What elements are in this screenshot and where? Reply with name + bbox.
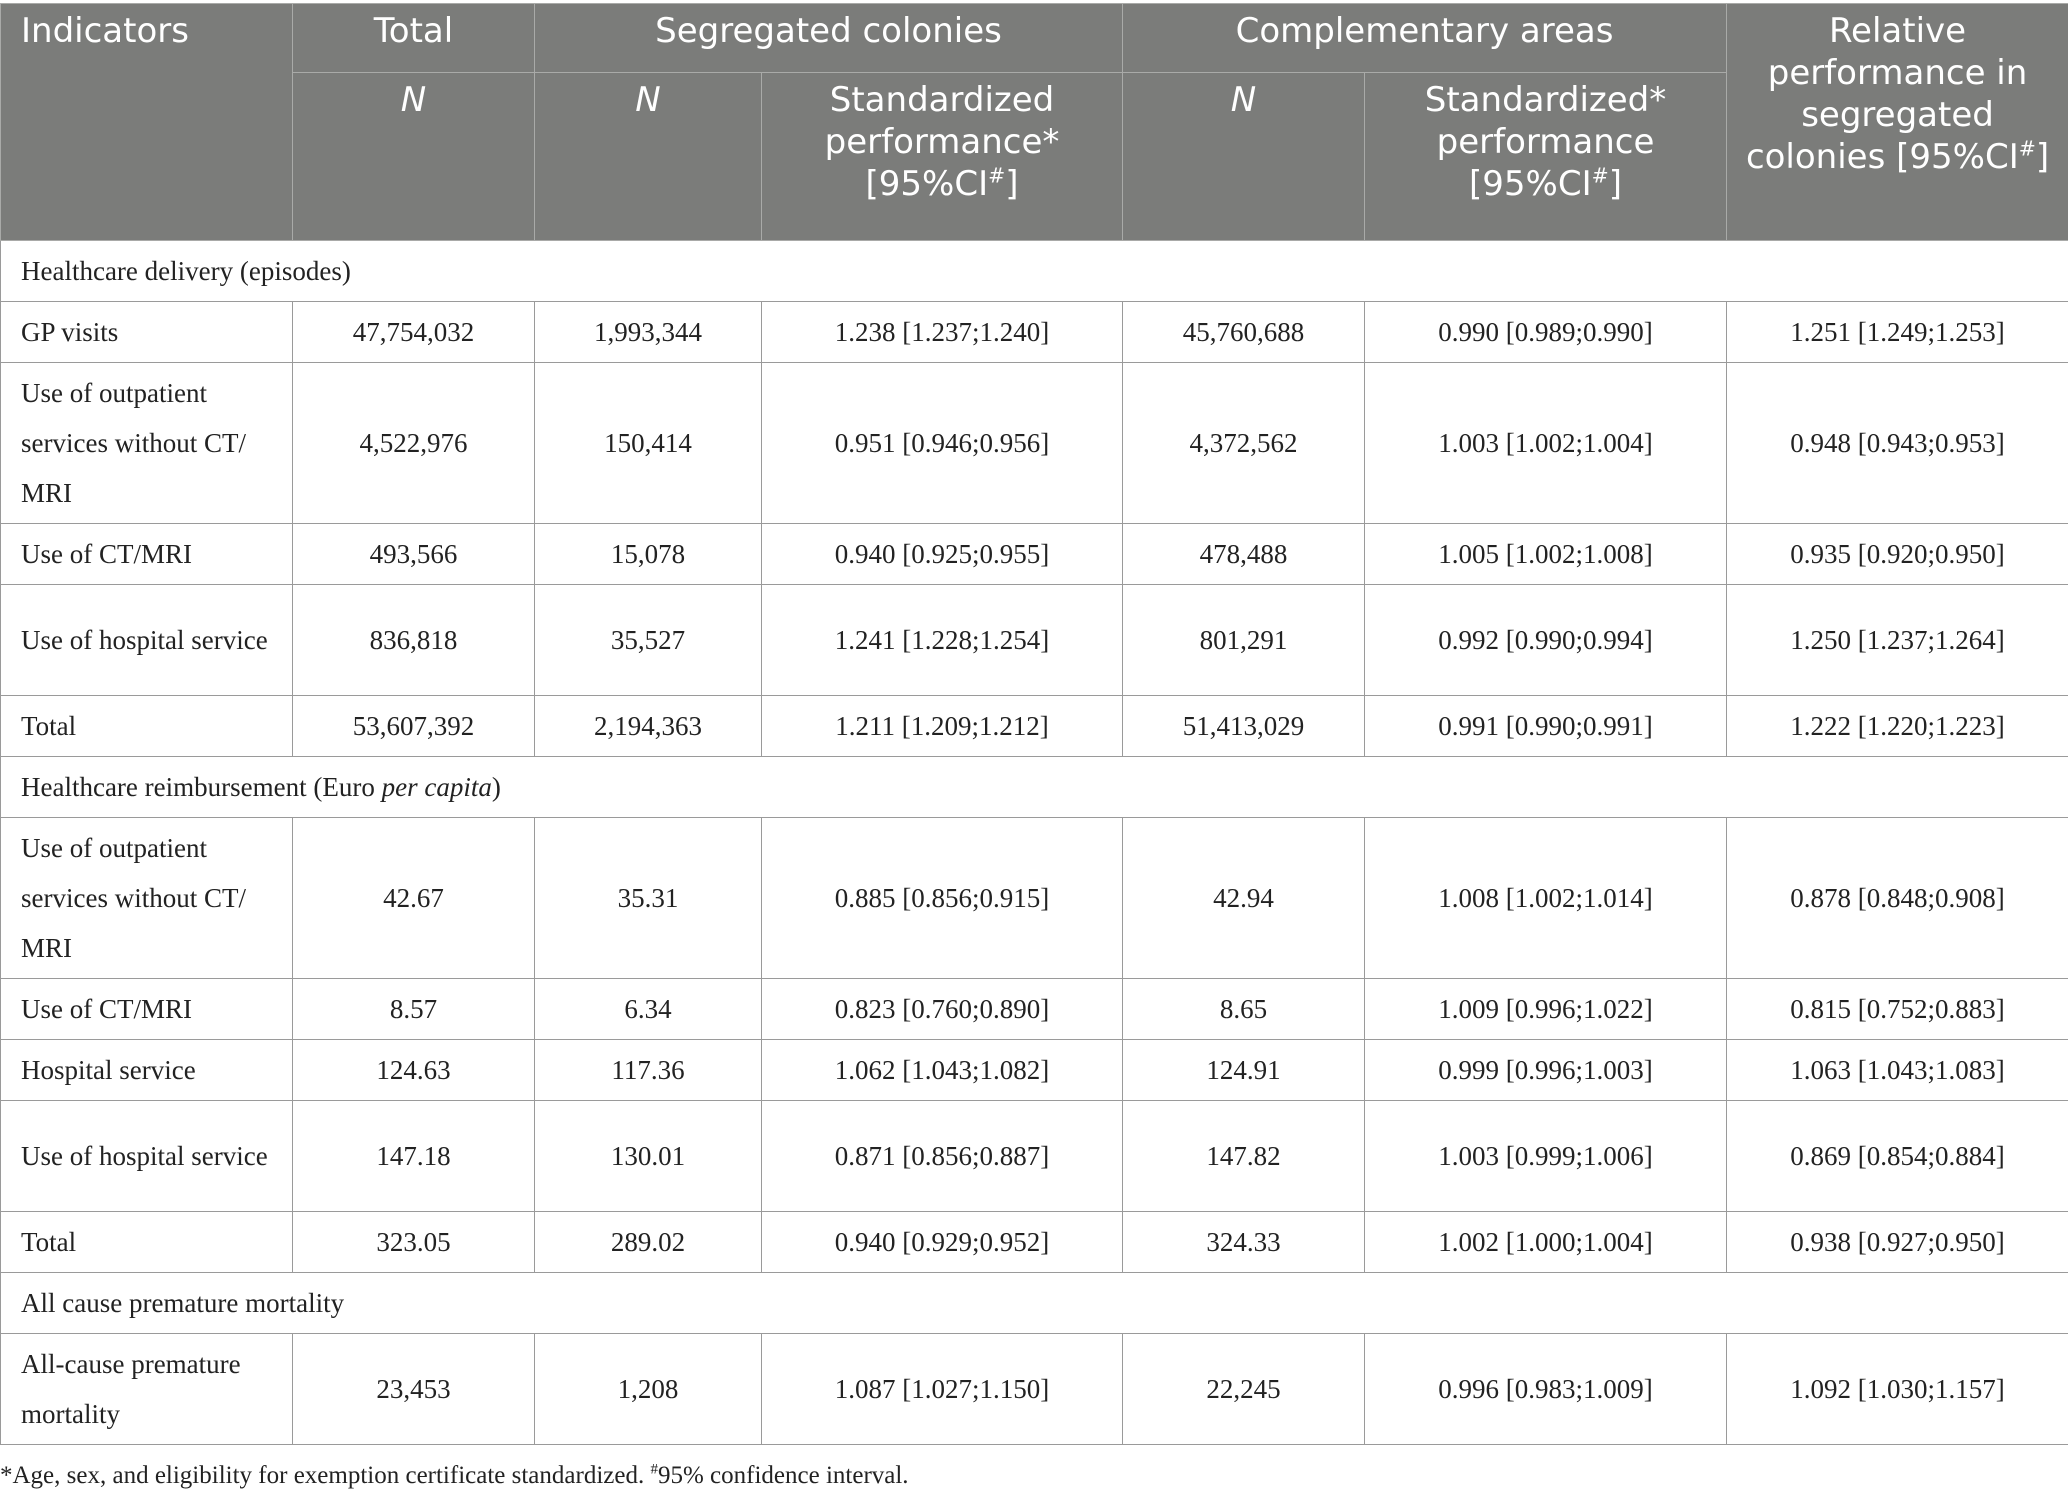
header-seg-std-perf-label: Standardized performance* <box>824 80 1060 162</box>
section-row <box>1 241 2068 302</box>
footnote-sup: # <box>650 1461 658 1478</box>
header-comp-ci: [95%CI <box>1469 164 1592 204</box>
cell-seg-n: 130.01 <box>535 1101 762 1212</box>
header-seg-ci-close: ] <box>1005 164 1019 204</box>
row-label: Use of CT/MRI <box>1 524 293 585</box>
cell-relative: 0.815 [0.752;0.883] <box>1727 979 2068 1040</box>
cell-comp-n: 22,245 <box>1123 1334 1365 1445</box>
cell-comp-perf: 1.003 [1.002;1.004] <box>1365 363 1727 524</box>
table-footnote <box>0 1462 909 1490</box>
cell-relative: 1.222 [1.220;1.223] <box>1727 696 2068 757</box>
section-title: All cause premature mortality <box>1 1273 2068 1334</box>
table-row <box>1 302 2068 363</box>
cell-comp-n: 51,413,029 <box>1123 696 1365 757</box>
cell-total: 4,522,976 <box>293 363 535 524</box>
cell-relative: 1.251 [1.249;1.253] <box>1727 302 2068 363</box>
cell-relative: 1.092 [1.030;1.157] <box>1727 1334 2068 1445</box>
header-relative-close: ] <box>2035 137 2050 177</box>
cell-seg-perf: 1.087 [1.027;1.150] <box>762 1334 1123 1445</box>
cell-seg-perf: 0.940 [0.925;0.955] <box>762 524 1123 585</box>
row-label: All-cause premature mortality <box>1 1334 293 1445</box>
cell-comp-n: 8.65 <box>1123 979 1365 1040</box>
table-header <box>1 4 2068 241</box>
row-label: Total <box>1 1212 293 1273</box>
cell-total: 47,754,032 <box>293 302 535 363</box>
data-table-wrapper <box>0 3 2068 1445</box>
table-row <box>1 585 2068 696</box>
cell-seg-n: 1,993,344 <box>535 302 762 363</box>
cell-seg-perf: 1.238 [1.237;1.240] <box>762 302 1123 363</box>
header-relative-text: Relative performance in segregated colonies [95%CI <box>1745 11 2028 177</box>
cell-seg-n: 117.36 <box>535 1040 762 1101</box>
cell-total: 53,607,392 <box>293 696 535 757</box>
cell-total: 124.63 <box>293 1040 535 1101</box>
cell-seg-n: 1,208 <box>535 1334 762 1445</box>
cell-comp-n: 801,291 <box>1123 585 1365 696</box>
header-relative-performance <box>1727 4 2068 241</box>
footnote-text-a: *Age, sex, and eligibility for exemption certificate standardized. <box>0 1462 651 1489</box>
cell-relative: 0.869 [0.854;0.884] <box>1727 1101 2068 1212</box>
indicators-table <box>0 3 2068 1445</box>
cell-total: 42.67 <box>293 818 535 979</box>
cell-seg-n: 6.34 <box>535 979 762 1040</box>
cell-comp-perf: 0.999 [0.996;1.003] <box>1365 1040 1727 1101</box>
cell-seg-n: 2,194,363 <box>535 696 762 757</box>
section-title-post: ) <box>491 772 501 802</box>
cell-comp-perf: 1.005 [1.002;1.008] <box>1365 524 1727 585</box>
cell-comp-perf: 0.991 [0.990;0.991] <box>1365 696 1727 757</box>
header-total: Total <box>293 4 535 73</box>
cell-total: 836,818 <box>293 585 535 696</box>
header-total-n: N <box>293 73 535 241</box>
section-title <box>1 757 2068 818</box>
cell-seg-n: 15,078 <box>535 524 762 585</box>
row-label: Use of hospital service <box>1 585 293 696</box>
cell-relative: 0.935 [0.920;0.950] <box>1727 524 2068 585</box>
row-label: Use of outpatient services without CT/ MRI <box>1 818 293 979</box>
section-title: Healthcare delivery (episodes) <box>1 241 2068 302</box>
header-seg-n: N <box>535 73 762 241</box>
cell-total: 8.57 <box>293 979 535 1040</box>
cell-seg-perf: 0.871 [0.856;0.887] <box>762 1101 1123 1212</box>
header-segregated-colonies: Segregated colonies <box>535 4 1123 73</box>
cell-total: 493,566 <box>293 524 535 585</box>
header-seg-std-perf <box>762 73 1123 241</box>
table-body <box>1 241 2068 1445</box>
row-label: Hospital service <box>1 1040 293 1101</box>
footnote-text-b: 95% confidence interval. <box>657 1462 909 1489</box>
table-row <box>1 979 2068 1040</box>
table-row <box>1 818 2068 979</box>
cell-seg-perf: 1.241 [1.228;1.254] <box>762 585 1123 696</box>
cell-total: 323.05 <box>293 1212 535 1273</box>
cell-comp-perf: 0.990 [0.989;0.990] <box>1365 302 1727 363</box>
cell-seg-perf: 0.823 [0.760;0.890] <box>762 979 1123 1040</box>
row-label: GP visits <box>1 302 293 363</box>
section-title-em: per capita <box>381 772 492 802</box>
cell-relative: 0.938 [0.927;0.950] <box>1727 1212 2068 1273</box>
header-relative-sup: # <box>2018 136 2036 161</box>
cell-seg-perf: 1.062 [1.043;1.082] <box>762 1040 1123 1101</box>
section-row <box>1 757 2068 818</box>
table-row <box>1 1101 2068 1212</box>
row-label: Total <box>1 696 293 757</box>
cell-relative: 0.948 [0.943;0.953] <box>1727 363 2068 524</box>
cell-comp-n: 147.82 <box>1123 1101 1365 1212</box>
cell-comp-n: 42.94 <box>1123 818 1365 979</box>
cell-seg-perf: 0.885 [0.856;0.915] <box>762 818 1123 979</box>
section-row <box>1 1273 2068 1334</box>
table-row <box>1 1212 2068 1273</box>
cell-relative: 0.878 [0.848;0.908] <box>1727 818 2068 979</box>
cell-comp-n: 478,488 <box>1123 524 1365 585</box>
cell-comp-perf: 0.996 [0.983;1.009] <box>1365 1334 1727 1445</box>
section-title-pre: Healthcare reimbursement (Euro <box>21 772 382 802</box>
table-row <box>1 696 2068 757</box>
header-comp-n: N <box>1123 73 1365 241</box>
cell-comp-perf: 1.002 [1.000;1.004] <box>1365 1212 1727 1273</box>
table-row <box>1 1040 2068 1101</box>
table-row <box>1 1334 2068 1445</box>
row-label: Use of hospital service <box>1 1101 293 1212</box>
header-comp-std-perf <box>1365 73 1727 241</box>
cell-comp-perf: 1.008 [1.002;1.014] <box>1365 818 1727 979</box>
cell-total: 23,453 <box>293 1334 535 1445</box>
cell-relative: 1.250 [1.237;1.264] <box>1727 585 2068 696</box>
table-row <box>1 363 2068 524</box>
header-indicators: Indicators <box>1 4 293 241</box>
table-row <box>1 524 2068 585</box>
cell-seg-n: 150,414 <box>535 363 762 524</box>
cell-seg-perf: 1.211 [1.209;1.212] <box>762 696 1123 757</box>
cell-relative: 1.063 [1.043;1.083] <box>1727 1040 2068 1101</box>
cell-comp-perf: 1.003 [0.999;1.006] <box>1365 1101 1727 1212</box>
cell-comp-n: 4,372,562 <box>1123 363 1365 524</box>
cell-seg-n: 35,527 <box>535 585 762 696</box>
row-label: Use of outpatient services without CT/ MRI <box>1 363 293 524</box>
cell-comp-n: 324.33 <box>1123 1212 1365 1273</box>
header-seg-ci: [95%CI <box>865 164 989 204</box>
header-comp-std-perf-label: Standardized* performance <box>1424 80 1667 162</box>
cell-comp-n: 45,760,688 <box>1123 302 1365 363</box>
header-complementary-areas: Complementary areas <box>1123 4 1727 73</box>
row-label: Use of CT/MRI <box>1 979 293 1040</box>
header-comp-ci-sup: # <box>1591 163 1609 188</box>
cell-comp-perf: 1.009 [0.996;1.022] <box>1365 979 1727 1040</box>
cell-comp-perf: 0.992 [0.990;0.994] <box>1365 585 1727 696</box>
cell-seg-perf: 0.951 [0.946;0.956] <box>762 363 1123 524</box>
cell-comp-n: 124.91 <box>1123 1040 1365 1101</box>
cell-seg-n: 289.02 <box>535 1212 762 1273</box>
cell-total: 147.18 <box>293 1101 535 1212</box>
cell-seg-n: 35.31 <box>535 818 762 979</box>
header-seg-ci-sup: # <box>988 163 1006 188</box>
header-comp-ci-close: ] <box>1608 164 1622 204</box>
cell-seg-perf: 0.940 [0.929;0.952] <box>762 1212 1123 1273</box>
